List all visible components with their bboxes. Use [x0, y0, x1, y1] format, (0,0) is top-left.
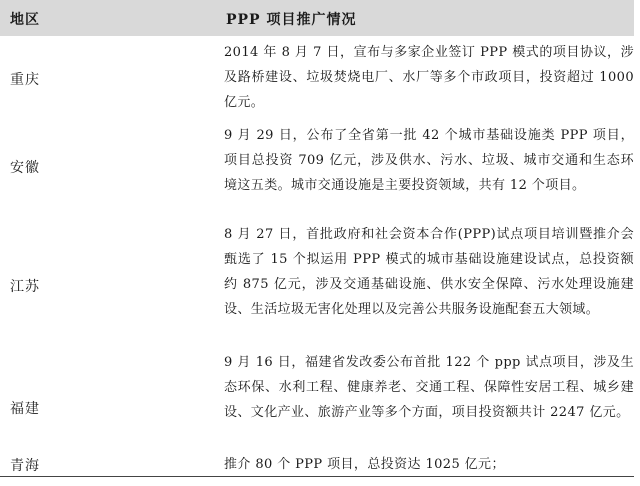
description-cell: 9 月 16 日，福建省发改委公布首批 122 个 ppp 试点项目，涉及生态环保、水利工程、健康养老、交通工程、保障性安居工程、城乡建设、文化产业、旅游产业等多个方面，项目投资额共计 2247 亿元。: [224, 355, 634, 420]
description-cell: 8 月 27 日，首批政府和社会资本合作(PPP)试点项目培训暨推介会甄选了 15 个拟运用 PPP 模式的城市基础设施建设试点，总投资额约 875 亿元，涉及交通基础设施、供水安全保障、污水处理设施建设、生活垃圾无害化处理以及完善公共服务设施配套五大领域。: [224, 227, 634, 317]
table-row: [0, 348, 634, 452]
table-row: [0, 118, 634, 214]
table-bottom-rule: [0, 476, 634, 477]
region-cell: 青海: [10, 458, 40, 474]
region-cell: 安徽: [10, 160, 40, 176]
region-cell: 福建: [10, 401, 40, 417]
description-cell: 2014 年 8 月 7 日，宣布与多家企业签订 PPP 模式的项目协议，涉及路桥建设、垃圾焚烧电厂、水厂等多个市政项目，投资超过 1000 亿元。: [224, 45, 634, 110]
region-cell: 重庆: [10, 72, 40, 88]
table-row: [0, 216, 634, 344]
table-header: [0, 0, 634, 36]
region-cell: 江苏: [10, 279, 40, 295]
header-ppp-info: PPP 项目推广情况: [226, 12, 357, 28]
table-row: [0, 452, 634, 478]
description-cell: 推介 80 个 PPP 项目，总投资达 1025 亿元；: [224, 457, 505, 472]
header-region: 地区: [10, 12, 40, 28]
table-row: [0, 38, 634, 116]
description-cell: 9 月 29 日，公布了全省第一批 42 个城市基础设施类 PPP 项目，项目总投资 709 亿元，涉及供水、污水、垃圾、城市交通和生态环境这五类。城市交通设施是主要投资领域，共有 12 个项目。: [224, 128, 634, 193]
